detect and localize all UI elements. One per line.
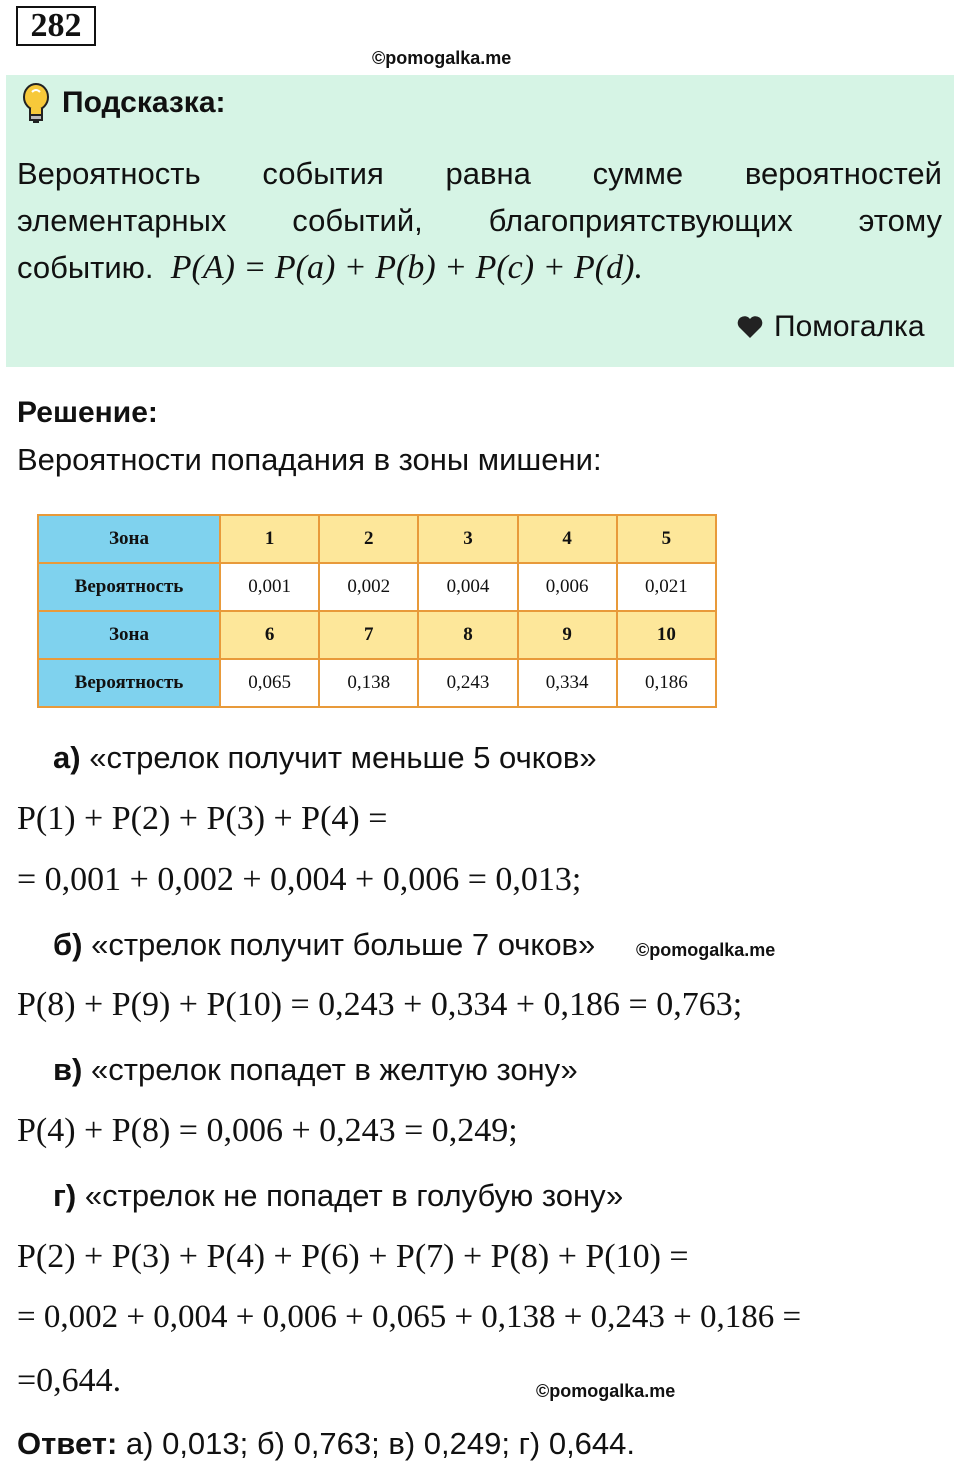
table-row — [38, 563, 716, 611]
part-g-eq2: = 0,002 + 0,004 + 0,006 + 0,065 + 0,138 + 0,243 + 0,186 = — [17, 1299, 802, 1335]
lightbulb-icon — [18, 82, 54, 124]
zone-cell: 1 — [220, 515, 319, 563]
part-v-label: в) — [53, 1052, 83, 1087]
prob-cell: 0,138 — [319, 659, 418, 707]
prob-cell: 0,065 — [220, 659, 319, 707]
hint-formula: P(A) = P(a) + P(b) + P(c) + P(d). — [170, 249, 643, 286]
zone-cell: 3 — [418, 515, 517, 563]
prob-cell: 0,186 — [617, 659, 716, 707]
part-g-label: г) — [53, 1178, 77, 1213]
part-a-question — [53, 740, 597, 776]
part-v-eq1: P(4) + P(8) = 0,006 + 0,243 = 0,249; — [17, 1112, 518, 1149]
zones-table — [37, 514, 717, 708]
part-b-text: «стрелок получит больше 7 очков» — [91, 927, 596, 962]
zone-cell: 4 — [518, 515, 617, 563]
signature-text: Помогалка — [774, 310, 925, 343]
zone-header: Зона — [38, 515, 220, 563]
prob-cell: 0,004 — [418, 563, 517, 611]
problem-number: 282 — [16, 6, 96, 46]
part-b-label: б) — [53, 927, 83, 962]
part-v-text: «стрелок попадет в желтую зону» — [91, 1052, 578, 1087]
hint-line-3-text: событию. — [17, 250, 154, 285]
zone-cell: 7 — [319, 611, 418, 659]
watermark-top: ©pomogalka.me — [372, 48, 512, 68]
part-v-question — [53, 1052, 578, 1088]
answer-label: Ответ: — [17, 1426, 118, 1461]
zone-cell: 10 — [617, 611, 716, 659]
hint-line-3 — [17, 244, 942, 291]
part-b-eq1: P(8) + P(9) + P(10) = 0,243 + 0,334 + 0,186 = 0,763; — [17, 986, 743, 1023]
part-b-question — [53, 927, 595, 963]
part-a-eq2: = 0,001 + 0,002 + 0,004 + 0,006 = 0,013; — [17, 861, 582, 898]
part-a-text: «стрелок получит меньше 5 очков» — [89, 740, 597, 775]
prob-header: Вероятность — [38, 659, 220, 707]
part-g-text: «стрелок не попадет в голубую зону» — [84, 1178, 624, 1213]
answer-text: а) 0,013; б) 0,763; в) 0,249; г) 0,644. — [125, 1426, 636, 1461]
zone-cell: 5 — [617, 515, 716, 563]
hint-signature — [736, 310, 925, 344]
prob-cell: 0,006 — [518, 563, 617, 611]
zone-cell: 6 — [220, 611, 319, 659]
answer — [17, 1426, 635, 1462]
prob-cell: 0,243 — [418, 659, 517, 707]
table-row — [38, 659, 716, 707]
zone-cell: 9 — [518, 611, 617, 659]
hint-line-1: Вероятность события равна сумме вероятностей — [17, 156, 942, 191]
hint-line-2: элементарных событий, благоприятствующих этому — [17, 203, 942, 238]
solution-title: Решение: — [17, 396, 158, 429]
heart-icon — [736, 315, 764, 339]
zone-header: Зона — [38, 611, 220, 659]
part-g-eq1: P(2) + P(3) + P(4) + P(6) + P(7) + P(8) + P(10) = — [17, 1238, 689, 1275]
part-a-label: а) — [53, 740, 81, 775]
table-row — [38, 515, 716, 563]
watermark-middle: ©pomogalka.me — [636, 940, 776, 960]
hint-title: Подсказка: — [62, 86, 226, 119]
solution-intro: Вероятности попадания в зоны мишени: — [17, 442, 602, 477]
zone-cell: 2 — [319, 515, 418, 563]
zone-cell: 8 — [418, 611, 517, 659]
hint-text — [17, 150, 942, 291]
part-g-eq3: =0,644. — [17, 1362, 122, 1399]
part-a-eq1: P(1) + P(2) + P(3) + P(4) = — [17, 800, 388, 837]
prob-cell: 0,002 — [319, 563, 418, 611]
table-row — [38, 611, 716, 659]
part-g-question — [53, 1178, 623, 1214]
prob-header: Вероятность — [38, 563, 220, 611]
prob-cell: 0,001 — [220, 563, 319, 611]
prob-cell: 0,334 — [518, 659, 617, 707]
watermark-bottom: ©pomogalka.me — [536, 1381, 676, 1401]
prob-cell: 0,021 — [617, 563, 716, 611]
